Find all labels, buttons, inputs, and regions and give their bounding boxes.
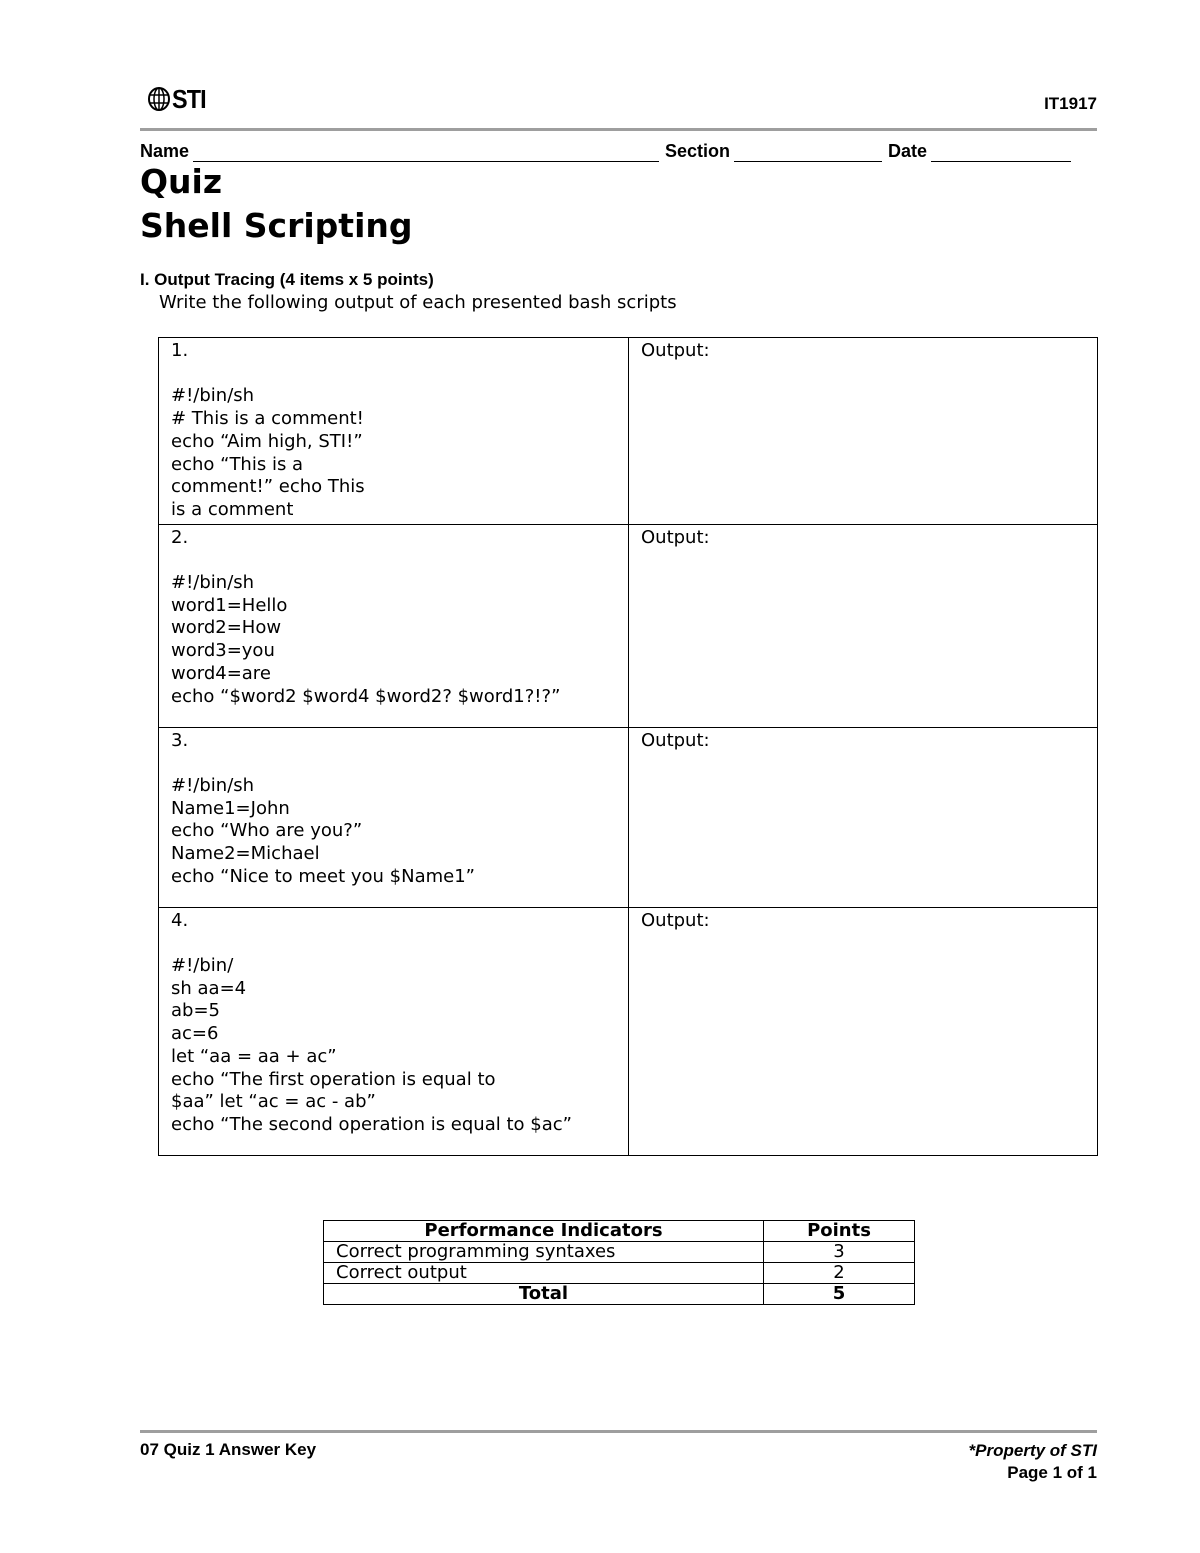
logo-text: STI — [172, 83, 206, 114]
script-cell — [159, 338, 629, 525]
output-cell[interactable] — [629, 727, 1098, 907]
script-code: 2. #!/bin/sh word1=Hello word2=How word3=you word4=are echo “$word2 $word4 $word2? $word1?!?” — [171, 526, 561, 707]
script-code: 1. #!/bin/sh # This is a comment! echo “Aim high, STI!” echo “This is a comment!” echo This is a comment — [171, 340, 365, 520]
rubric-row — [324, 1242, 915, 1263]
date-label: Date — [888, 141, 928, 161]
script-cell — [159, 727, 629, 907]
rubric-header-row — [324, 1221, 915, 1242]
date-field[interactable] — [931, 143, 1071, 162]
question-row — [159, 907, 1098, 1155]
page-subtitle: Shell Scripting — [140, 206, 413, 245]
output-cell[interactable] — [629, 907, 1098, 1155]
rubric-indicator: Correct programming syntaxes — [324, 1242, 764, 1263]
script-code: 4. #!/bin/ sh aa=4 ab=5 ac=6 let “aa = aa + ac” echo “The first operation is equal to $aa” let “ac = ac - ab” echo “The second operation is equal to $ac” — [171, 909, 572, 1135]
output-cell[interactable] — [629, 338, 1098, 525]
script-code: 3. #!/bin/sh Name1=John echo “Who are you?” Name2=Michael echo “Nice to meet you $Name1” — [171, 729, 475, 887]
rubric-points: 2 — [764, 1263, 915, 1284]
output-label: Output: — [641, 729, 710, 751]
section-field[interactable] — [734, 143, 882, 162]
rubric-indicator: Correct output — [324, 1263, 764, 1284]
section-label: Section — [665, 141, 731, 161]
rubric-header-points: Points — [764, 1221, 915, 1242]
footer-page-number: Page 1 of 1 — [1007, 1463, 1097, 1482]
course-code: IT1917 — [1044, 94, 1097, 113]
student-info-fields — [140, 136, 1098, 162]
sti-logo — [148, 84, 209, 114]
output-label: Output: — [641, 526, 710, 548]
question-row — [159, 524, 1098, 727]
question-row — [159, 338, 1098, 525]
page-title: Quiz — [140, 162, 223, 201]
output-label: Output: — [641, 340, 710, 361]
section-instruction: Write the following output of each presented bash scripts — [159, 292, 677, 313]
footer-property: *Property of STI — [968, 1441, 1097, 1460]
rubric-total-label: Total — [324, 1284, 764, 1305]
name-field[interactable] — [193, 143, 659, 162]
name-label: Name — [140, 141, 190, 161]
globe-logo-icon — [148, 86, 170, 112]
script-cell — [159, 907, 629, 1155]
output-cell[interactable] — [629, 524, 1098, 727]
rubric-row — [324, 1263, 915, 1284]
footer-divider — [140, 1430, 1097, 1433]
question-row — [159, 727, 1098, 907]
performance-indicators-table — [323, 1220, 915, 1305]
rubric-header-indicator: Performance Indicators — [324, 1221, 764, 1242]
script-cell — [159, 524, 629, 727]
header-divider — [140, 128, 1097, 131]
footer-document-name: 07 Quiz 1 Answer Key — [140, 1440, 317, 1459]
rubric-total-points: 5 — [764, 1284, 915, 1305]
rubric-points: 3 — [764, 1242, 915, 1263]
section-heading: I. Output Tracing (4 items x 5 points) — [140, 270, 434, 289]
rubric-total-row — [324, 1284, 915, 1305]
output-tracing-table — [158, 337, 1098, 1156]
output-label: Output: — [641, 909, 710, 931]
footer-right — [969, 1440, 1097, 1484]
